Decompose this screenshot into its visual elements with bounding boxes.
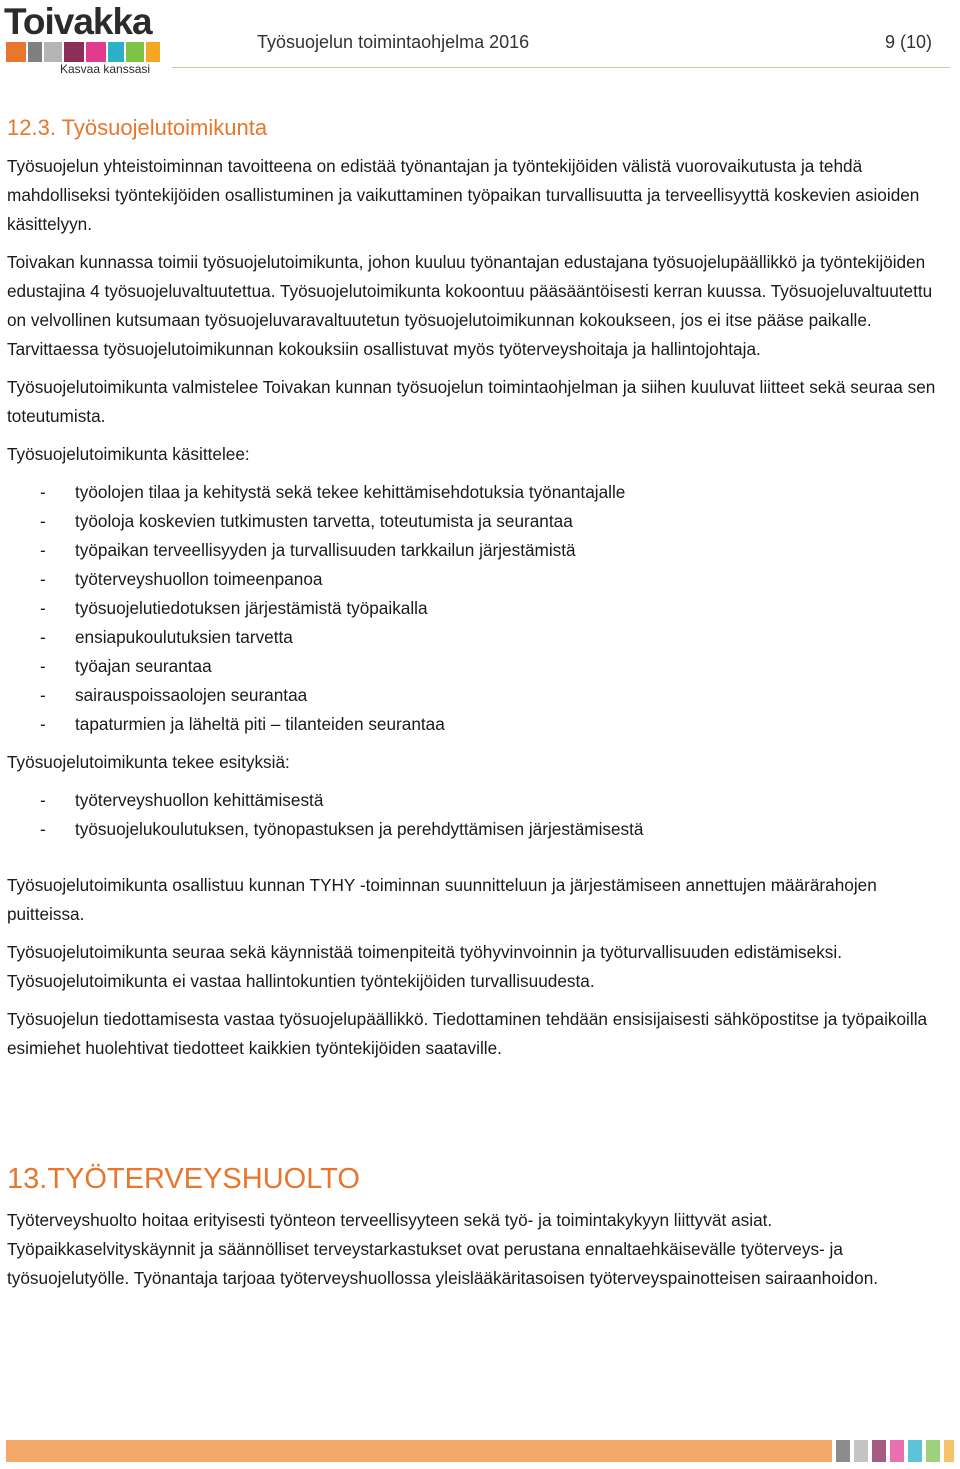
list-dash: - (40, 714, 46, 734)
logo-block-light-gray (44, 42, 62, 62)
list-item (7, 536, 955, 565)
section-12-3-heading: 12.3. Työsuojelutoimikunta (7, 115, 268, 140)
list-item-text: työsuojelukoulutuksen, työnopastuksen ja perehdyttämisen järjestämisestä (75, 819, 644, 839)
list-item-text: työolojen tilaa ja kehitystä sekä tekee kehittämisehdotuksia työnantajalle (75, 482, 626, 502)
logo-tagline: Kasvaa kanssasi (60, 62, 151, 76)
footer-color-bar (6, 1440, 954, 1462)
list-item (7, 710, 955, 739)
list-item (7, 565, 955, 594)
paragraph: Työsuojelun yhteistoiminnan tavoitteena on edistää työnantajan ja työntekijöiden välistä vuorovaikutusta ja tehdä mahdolliseksi työntekijöiden osallistuminen ja vaikuttaminen työpaikan turvallisuutta ja terveellisyyttä koskevien asioiden käsittelyyn. (7, 156, 920, 234)
logo-block-yellow (146, 42, 160, 62)
toivakka-logo (4, 2, 164, 74)
logo-wordmark: Toivakka (4, 1, 152, 42)
list-item-text: työterveyshuollon toimeenpanoa (75, 569, 323, 589)
spacer (7, 853, 955, 862)
list-item (7, 507, 955, 536)
list-item-text: ensiapukoulutuksien tarvetta (75, 627, 293, 647)
list-item (7, 786, 955, 815)
list-dash: - (40, 627, 46, 647)
list-dash: - (40, 540, 46, 560)
logo-block-plum (64, 42, 84, 62)
page-number: 9 (10) (884, 32, 932, 52)
list-dash: - (40, 790, 46, 810)
list-dash: - (40, 569, 46, 589)
list-item (7, 815, 955, 844)
list-item (7, 652, 955, 681)
list-item (7, 594, 955, 623)
list-intro: Työsuojelutoimikunta tekee esityksiä: (7, 752, 290, 772)
list-dash: - (40, 819, 46, 839)
logo-block-teal (108, 42, 124, 62)
list-item-text: tapaturmien ja läheltä piti – tilanteiden seurantaa (75, 714, 445, 734)
list-item-text: työsuojelutiedotuksen järjestämistä työpaikalla (75, 598, 428, 618)
logo-block-pink (86, 42, 106, 62)
list-item-text: työpaikan terveellisyyden ja turvallisuuden tarkkailun järjestämistä (75, 540, 576, 560)
footer-segment-plum (872, 1440, 886, 1462)
footer-segment-pink (890, 1440, 904, 1462)
logo-block-green (126, 42, 144, 62)
footer-segment-teal (908, 1440, 922, 1462)
page-header (0, 0, 960, 76)
list-intro: Työsuojelutoimikunta käsittelee: (7, 444, 250, 464)
logo-block-dark-gray (28, 42, 42, 62)
list-dash: - (40, 656, 46, 676)
list-dash: - (40, 685, 46, 705)
list-dash: - (40, 598, 46, 618)
list-dash: - (40, 482, 46, 502)
handles-list (7, 478, 955, 739)
document-title: Työsuojelun toimintaohjelma 2016 (257, 32, 530, 52)
paragraph: Toivakan kunnassa toimii työsuojelutoimikunta, johon kuuluu työnantajan edustajana työsuojelupäällikkö ja työntekijöiden edustajina 4 työsuojeluvaltuutettua. Työsuojelutoimikunta kokoontuu pääsääntöisesti kerran kuussa. Työsuojeluvaltuutettu on velvollinen kutsumaan työsuojeluvaravaltuutetun työsuojelutoimikunnan kokoukseen, jos ei itse pääse paikalle. Tarvittaessa työsuojelutoimikunnan kokouksiin osallistuvat myös työterveyshoitaja ja hallintojohtaja. (7, 252, 933, 359)
paragraph: Työterveyshuolto hoitaa erityisesti työnteon terveellisyyteen sekä työ- ja toimintakykyyn liittyvät asiat. Työpaikkaselvityskäynnit ja säännölliset terveystarkastukset ovat perustana ennaltaehkäisevälle työterveys- ja työsuojelutyölle. Työnantaja tarjoaa työterveyshuollossa yleislääkäritasoisen työterveyspainotteisen sairaanhoidon. (7, 1210, 879, 1288)
proposals-list (7, 786, 955, 844)
list-item-text: sairauspoissaolojen seurantaa (75, 685, 308, 705)
logo-block-orange (6, 42, 26, 62)
page-content (7, 114, 955, 1302)
list-item (7, 681, 955, 710)
list-item-text: työoloja koskevien tutkimusten tarvetta, toteutumista ja seurantaa (75, 511, 573, 531)
footer-segment-orange (6, 1440, 832, 1462)
list-item (7, 478, 955, 507)
footer-segment-green (926, 1440, 940, 1462)
footer-segment-light-gray (854, 1440, 868, 1462)
paragraph: Työsuojelutoimikunta osallistuu kunnan TYHY -toiminnan suunnitteluun ja järjestämiseen annettujen määrärahojen puitteissa. (7, 875, 877, 924)
list-dash: - (40, 511, 46, 531)
logo-color-blocks (6, 42, 162, 62)
paragraph: Työsuojelutoimikunta valmistelee Toivakan kunnan työsuojelun toimintaohjelman ja siihen kuuluvat liitteet sekä seuraa sen toteutumista. (7, 377, 936, 426)
header-divider (172, 67, 950, 68)
list-item (7, 623, 955, 652)
footer-segment-yellow (944, 1440, 954, 1462)
list-item-text: työajan seurantaa (75, 656, 212, 676)
spacer (7, 862, 955, 871)
paragraph: Työsuojelun tiedottamisesta vastaa työsuojelupäällikkö. Tiedottaminen tehdään ensisijaisesti sähköpostitse ja työpaikoilla esimiehet huolehtivat tiedotteet kaikkien työntekijöiden saataville. (7, 1009, 928, 1058)
list-item-text: työterveyshuollon kehittämisestä (75, 790, 324, 810)
footer-segment-dark-gray (836, 1440, 850, 1462)
spacer (7, 1072, 955, 1162)
section-13-heading: 13.TYÖTERVEYSHUOLTO (7, 1163, 360, 1195)
paragraph: Työsuojelutoimikunta seuraa sekä käynnistää toimenpiteitä työhyvinvoinnin ja työturvallisuuden edistämiseksi. Työsuojelutoimikunta ei vastaa hallintokuntien työntekijöiden turvallisuudesta. (7, 942, 842, 991)
